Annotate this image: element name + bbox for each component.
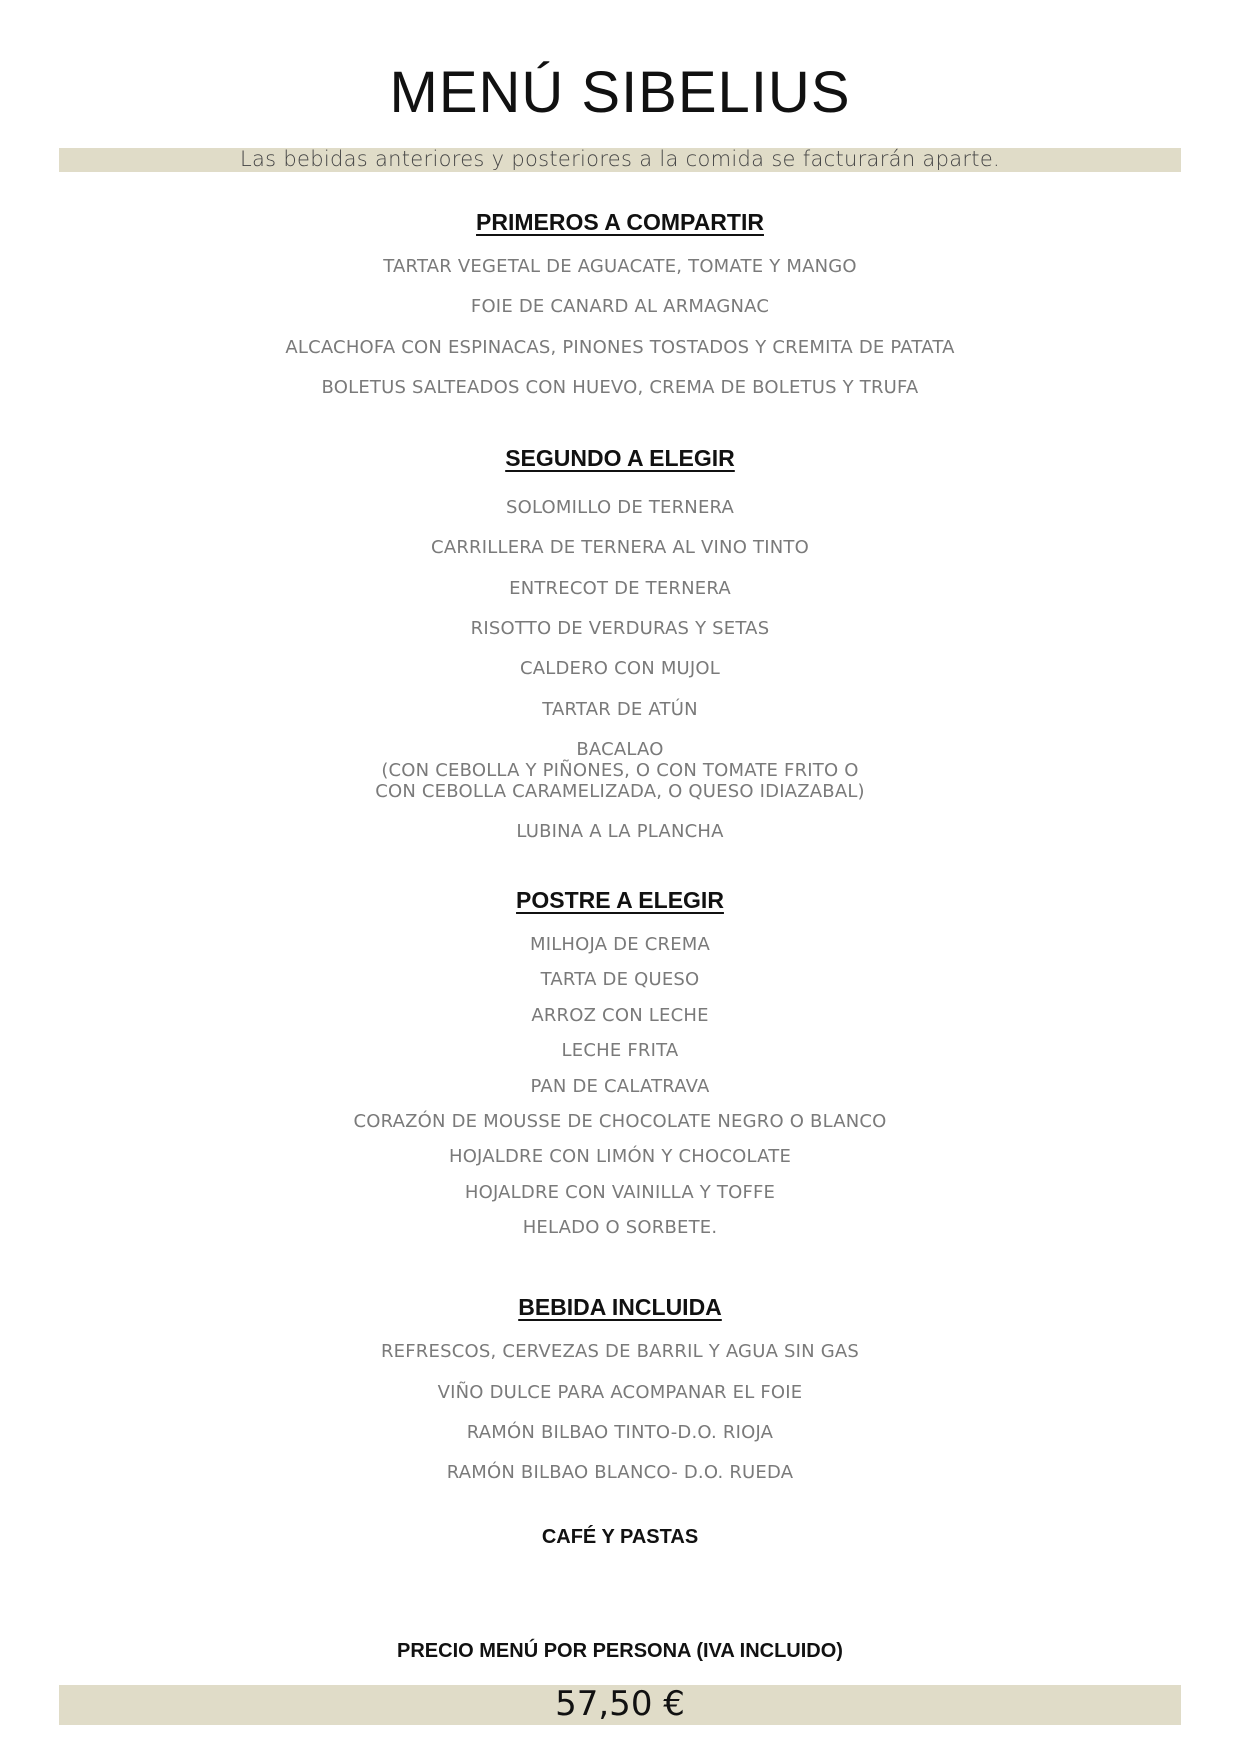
menu-item: BACALAO <box>576 739 664 760</box>
menu-item: PAN DE CALATRAVA <box>530 1076 710 1097</box>
menu-item: RAMÓN BILBAO BLANCO- D.O. RUEDA <box>446 1462 794 1483</box>
menu-item: RISOTTO DE VERDURAS Y SETAS <box>470 618 770 639</box>
price-value: 57,50 € <box>555 1684 685 1724</box>
price-label: PRECIO MENÚ POR PERSONA (IVA INCLUIDO) <box>397 1640 843 1662</box>
menu-item: LUBINA A LA PLANCHA <box>516 821 724 842</box>
coffee-note: CAFÉ Y PASTAS <box>541 1526 699 1548</box>
section-heading-segundo: SEGUNDO A ELEGIR <box>505 445 735 471</box>
menu-item: REFRESCOS, CERVEZAS DE BARRIL Y AGUA SIN GAS <box>380 1341 860 1362</box>
menu-item: SOLOMILLO DE TERNERA <box>505 497 735 518</box>
section-heading-postre: POSTRE A ELEGIR <box>516 887 724 913</box>
section-heading-bebida: BEBIDA INCLUIDA <box>518 1294 722 1320</box>
menu-item: TARTA DE QUESO <box>540 969 700 990</box>
menu-item: VIÑO DULCE PARA ACOMPANAR EL FOIE <box>437 1382 803 1403</box>
menu-item-detail: (CON CEBOLLA Y PIÑONES, O CON TOMATE FRITO O <box>381 760 859 781</box>
menu-item: MILHOJA DE CREMA <box>529 934 711 955</box>
menu-item: CARRILLERA DE TERNERA AL VINO TINTO <box>431 537 809 558</box>
menu-item: ENTRECOT DE TERNERA <box>509 578 731 599</box>
menu-item: HELADO O SORBETE. <box>522 1217 718 1238</box>
menu-item: BOLETUS SALTEADOS CON HUEVO, CREMA DE BOLETUS Y TRUFA <box>321 377 919 398</box>
menu-item: RAMÓN BILBAO TINTO-D.O. RIOJA <box>466 1422 774 1443</box>
menu-item: HOJALDRE CON VAINILLA Y TOFFE <box>464 1182 776 1203</box>
section-heading-primeros: PRIMEROS A COMPARTIR <box>476 209 764 235</box>
menu-item: FOIE DE CANARD AL ARMAGNAC <box>470 296 770 317</box>
menu-item: CALDERO CON MUJOL <box>519 658 721 679</box>
menu-item: ALCACHOFA CON ESPINACAS, PINONES TOSTADOS Y CREMITA DE PATATA <box>285 337 955 358</box>
subtitle: Las bebidas anteriores y posteriores a la comida se facturarán aparte. <box>239 147 1001 171</box>
menu-item: TARTAR DE ATÚN <box>542 699 698 720</box>
menu-item: CORAZÓN DE MOUSSE DE CHOCOLATE NEGRO O BLANCO <box>353 1111 887 1132</box>
menu-item: TARTAR VEGETAL DE AGUACATE, TOMATE Y MANGO <box>383 256 857 277</box>
menu-item-detail: CON CEBOLLA CARAMELIZADA, O QUESO IDIAZABAL) <box>375 781 865 802</box>
menu-item: HOJALDRE CON LIMÓN Y CHOCOLATE <box>448 1146 792 1167</box>
menu-item: LECHE FRITA <box>561 1040 679 1061</box>
page-title: MENÚ SIBELIUS <box>389 60 851 125</box>
menu-item: ARROZ CON LECHE <box>531 1005 709 1026</box>
